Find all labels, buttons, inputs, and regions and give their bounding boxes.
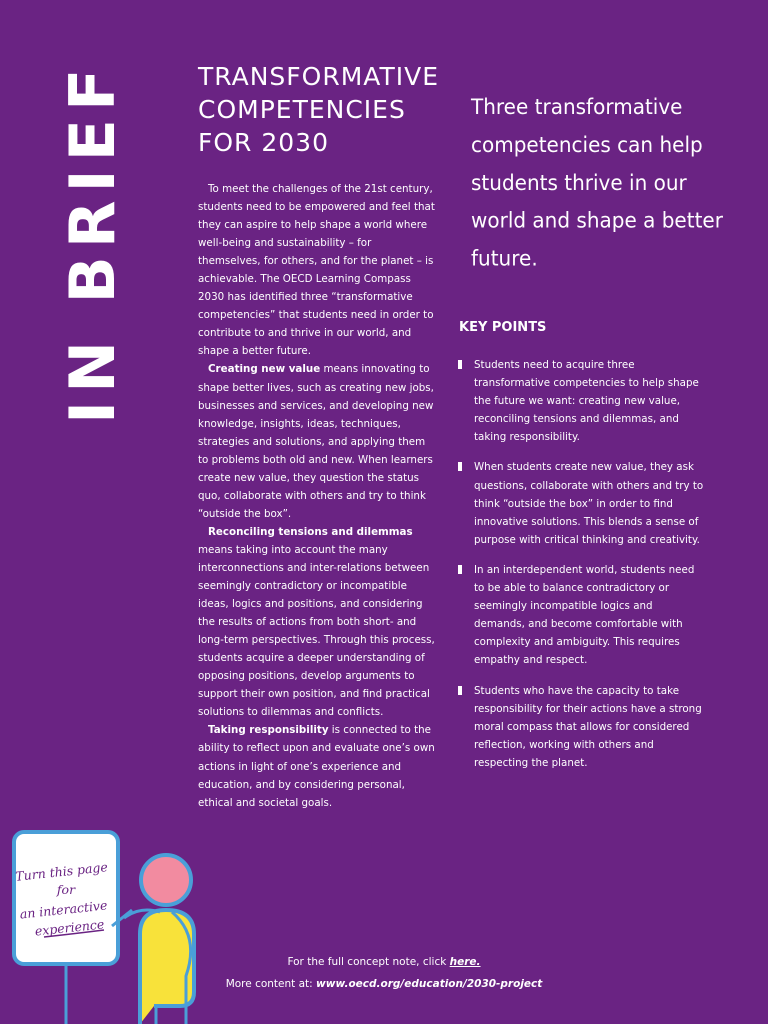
sign-line-4: experience <box>34 916 105 939</box>
sign-line-1: Turn this page <box>14 859 109 884</box>
bullet-icon <box>458 686 462 695</box>
list-item <box>456 458 706 548</box>
list-item <box>456 356 706 446</box>
key-point-text: In an interdependent world, students need to be able to balance contradictory or seemingly incompatible logics and demands, and become comfortable with complexity and ambiguity. This requires empathy and respect. <box>474 563 695 667</box>
taking-responsibility-term: Taking responsibility <box>208 724 329 737</box>
reconciling-tensions-text: means taking into account the many interconnections and inter-relations between seemingly contradictory or incompatible ideas, logics and positions, and considering the results of actions from both short- and long-term perspectives. Through this process, students acquire a deeper understanding of opposing positions, develop arguments to support their own position, and find practical solutions to dilemmas and conflicts. <box>198 543 435 719</box>
list-item <box>456 682 706 772</box>
project-website-link[interactable]: www.oecd.org/education/2030-project <box>316 978 543 990</box>
body-text <box>198 180 436 812</box>
bullet-icon <box>458 565 462 574</box>
title-line-3: FOR 2030 <box>198 128 329 157</box>
person-head <box>141 855 191 905</box>
key-point-text: When students create new value, they ask questions, collaborate with others and try to think “outside the box” in order to find innovative solutions. This blends a sense of purpose with critical thinking and creativity. <box>474 461 704 546</box>
key-points-list <box>456 356 706 784</box>
footer-line-1 <box>0 956 768 968</box>
title-line-2: COMPETENCIES <box>198 95 406 124</box>
taking-responsibility-paragraph <box>198 721 436 811</box>
reconciling-tensions-paragraph <box>198 523 436 722</box>
page-title <box>198 60 448 159</box>
reconciling-tensions-term: Reconciling tensions and dilemmas <box>208 525 413 538</box>
key-point-text: Students who have the capacity to take responsibility for their actions have a strong moral compass that allows for considered reflection, working with others and respecting the planet. <box>474 684 702 769</box>
title-line-1: TRANSFORMATIVE <box>198 62 440 91</box>
creating-new-value-paragraph <box>198 360 436 522</box>
concept-note-prefix: For the full concept note, click <box>287 956 450 968</box>
sign-line-2: for <box>56 882 76 897</box>
concept-note-link[interactable]: here. <box>449 956 481 968</box>
subtitle: Three transformative competencies can help students thrive in our world and shape a better future. <box>471 94 723 271</box>
key-point-text: Students need to acquire three transformative competencies to help shape the future we want: creating new value, reconciling tensions and dilemmas, and taking responsibility. <box>474 359 699 444</box>
creating-new-value-text: means innovating to shape better lives, such as creating new jobs, businesses and services, and developing new knowledge, insights, ideas, techniques, strategies and solutions, and applying them to problems both old and new. When learners create new value, they question the status quo, collaborate with others and try to think “outside the box”. <box>198 363 434 520</box>
sign-line-3: an interactive <box>19 897 109 922</box>
footer-line-2 <box>0 978 768 990</box>
list-item <box>456 561 706 670</box>
bullet-icon <box>458 360 462 369</box>
more-content-prefix: More content at: <box>225 978 317 990</box>
in-brief-label: IN BRIEF <box>56 60 129 424</box>
key-points-heading: KEY POINTS <box>459 320 547 335</box>
creating-new-value-term: Creating new value <box>208 363 321 376</box>
interactive-sign-illustration[interactable] <box>0 826 230 1024</box>
taking-responsibility-text: is connected to the ability to reflect upon and evaluate one’s own actions in light of one’s experience and education, and by considering personal, ethical and societal goals. <box>198 724 435 809</box>
intro-paragraph: To meet the challenges of the 21st century, students need to be empowered and feel that they can aspire to help shape a world where well-being and sustainability – for themselves, for others, and for the planet – is achievable. The OECD Learning Compass 2030 has identified three “transformative competencies” that students need in order to contribute to and thrive in our world, and shape a better future. <box>198 183 435 358</box>
bullet-icon <box>458 462 462 471</box>
